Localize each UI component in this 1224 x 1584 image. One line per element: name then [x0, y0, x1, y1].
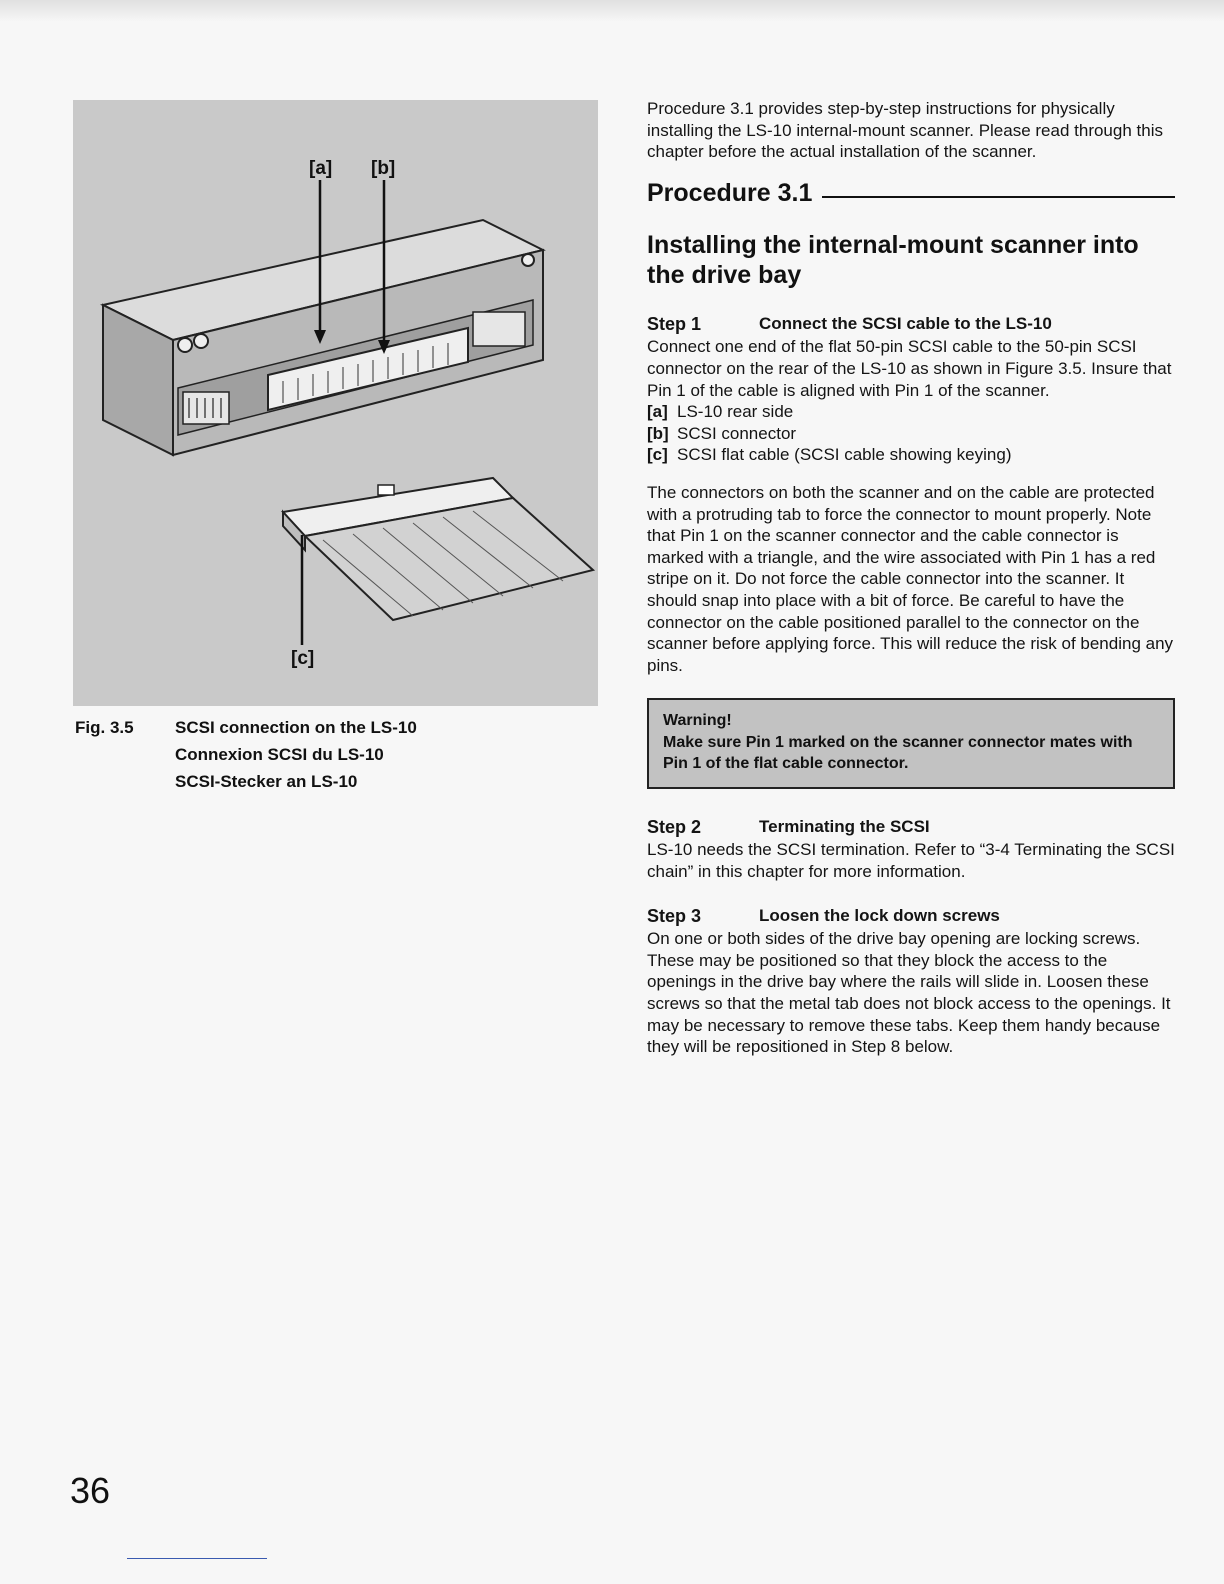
step-2-heading — [647, 815, 1175, 839]
callout-c: [c] — [291, 648, 315, 669]
callout-b: [b] — [371, 158, 396, 179]
page-number: 36 — [70, 1470, 111, 1511]
step-1-items — [647, 401, 1175, 466]
step-1-heading — [647, 312, 1175, 336]
step-2-number: Step 2 — [647, 817, 702, 838]
item-text: SCSI flat cable (SCSI cable showing keying) — [677, 445, 1012, 465]
step-3-heading — [647, 904, 1175, 928]
step-1-body: Connect one end of the flat 50-pin SCSI cable to the 50-pin SCSI connector on the rear of the LS-10 as shown in Figure 3.5. Insure that Pin 1 of the cable is aligned with Pin 1 of the scanner. — [647, 337, 1172, 400]
warning-text: Make sure Pin 1 marked on the scanner connector mates with Pin 1 of the flat cable connector. — [663, 733, 1133, 773]
procedure-heading-text: Procedure 3.1 — [647, 178, 813, 207]
heading-rule — [822, 196, 1175, 198]
figure-caption — [75, 714, 595, 795]
list-item — [647, 423, 1175, 445]
step-2-body: LS-10 needs the SCSI termination. Refer to “3-4 Terminating the SCSI chain” in this chapter for more information. — [647, 840, 1175, 881]
screw-left-2 — [194, 334, 208, 348]
warning-box — [647, 698, 1175, 789]
dip-switch-block — [183, 392, 229, 424]
power-connector — [473, 312, 525, 346]
item-label: [b] — [647, 423, 669, 443]
connectors-paragraph: The connectors on both the scanner and on the cable are protected with a protruding tab to force the connector to mount properly. Note that Pin 1 on the scanner connector and the cable connector is marked with a triangle, and the wire associated with Pin 1 has a red stripe on it. Do not force the cable connector into the scanner. It should snap into place with a bit of force. Be careful to have the connector on the cable positioned parallel to the connector on the scanner before applying force. This will reduce the risk of bending any pins. — [647, 482, 1174, 675]
item-text: LS-10 rear side — [677, 402, 794, 422]
callout-a: [a] — [309, 158, 333, 179]
screw-left — [178, 338, 192, 352]
step-3-body: On one or both sides of the drive bay opening are locking screws. These may be positioned so that they block the access to the openings in the drive bay where the rails will slide in. Loosen these screws so that the metal tab does not block access to the openings. It may be necessary to remove these tabs. Keep them handy because they will be repositioned in Step 8 below. — [647, 929, 1171, 1057]
step-1-title: Connect the SCSI cable to the LS-10 — [759, 314, 1052, 334]
caption-german: SCSI-Stecker an LS-10 — [175, 771, 358, 791]
caption-french: Connexion SCSI du LS-10 — [175, 744, 384, 764]
step-1-number: Step 1 — [647, 314, 702, 335]
item-text: SCSI connector — [677, 423, 797, 443]
warning-title: Warning! — [663, 712, 732, 730]
keying-tab — [378, 485, 394, 495]
procedure-heading — [647, 178, 1175, 207]
figure-number: Fig. 3.5 — [75, 717, 134, 737]
screw-right — [522, 254, 534, 266]
step-3-number: Step 3 — [647, 906, 702, 927]
item-label: [a] — [647, 402, 668, 422]
intro-paragraph: Procedure 3.1 provides step-by-step instructions for physically installing the LS-10 internal-mount scanner. Please read through this chapter before the actual installation of the scanner. — [647, 99, 1163, 162]
list-item — [647, 444, 1175, 466]
step-3-title: Loosen the lock down screws — [759, 906, 1000, 926]
list-item — [647, 401, 1175, 423]
caption-english: SCSI connection on the LS-10 — [175, 717, 417, 737]
main-text-column — [647, 98, 1175, 1058]
scanner-illustration — [73, 100, 598, 706]
item-label: [c] — [647, 445, 668, 465]
step-2-title: Terminating the SCSI — [759, 817, 930, 837]
footer-line — [127, 1558, 267, 1559]
scan-top-shadow — [0, 0, 1224, 22]
procedure-title: Installing the internal-mount scanner into the drive bay — [647, 231, 1139, 290]
figure-scsi-connection — [73, 100, 598, 706]
